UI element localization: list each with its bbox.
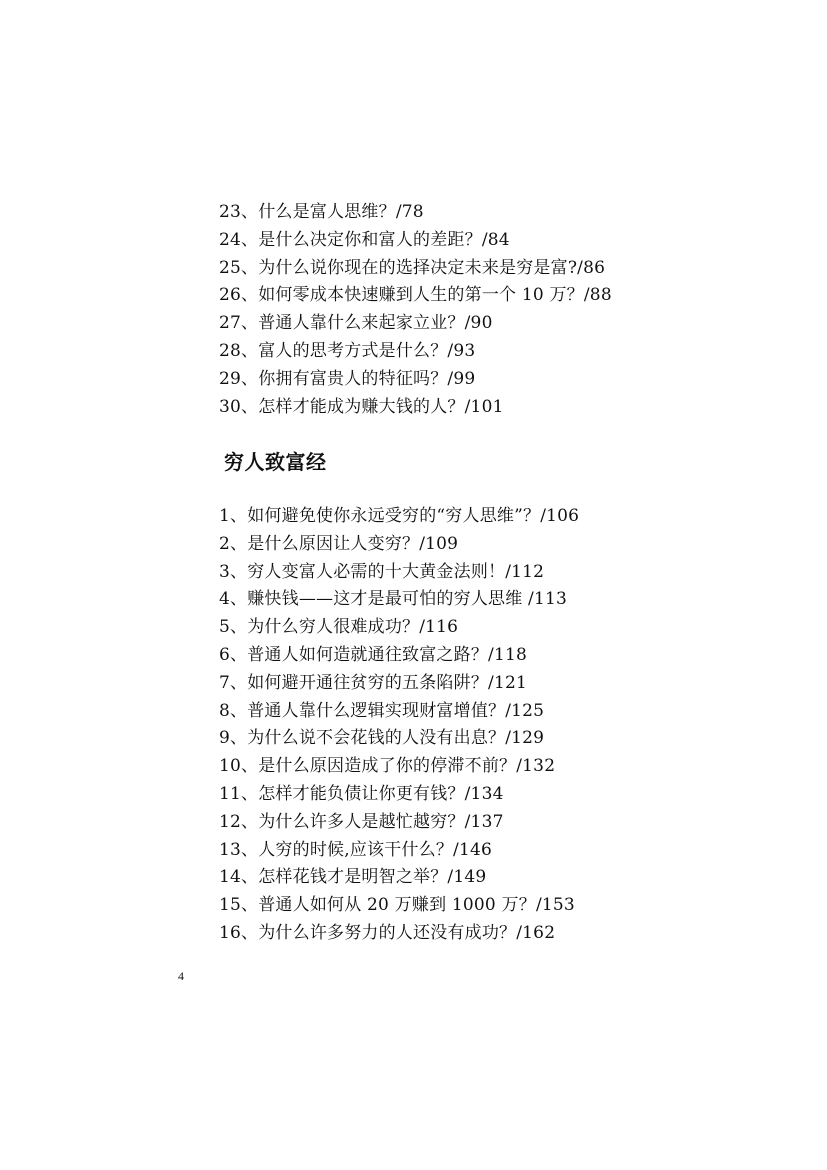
toc-entry-24: 24、是什么决定你和富人的差距？/84 <box>219 229 510 250</box>
toc-entry-6: 6、普通人如何造就通往致富之路？/118 <box>219 644 527 665</box>
toc-entry-30: 30、怎样才能成为赚大钱的人？/101 <box>219 396 504 417</box>
toc-entry-2: 2、是什么原因让人变穷？/109 <box>219 533 459 554</box>
toc-entry-3: 3、穷人变富人必需的十大黄金法则！/112 <box>219 561 545 582</box>
toc-entry-13: 13、人穷的时候,应该干什么？/146 <box>219 839 493 860</box>
toc-entry-10: 10、是什么原因造成了你的停滞不前？/132 <box>219 756 556 777</box>
section-heading: 穷人致富经 <box>224 450 327 474</box>
toc-entry-29: 29、你拥有富贵人的特征吗？/99 <box>219 368 476 389</box>
toc-entry-11: 11、怎样才能负债让你更有钱？/134 <box>219 783 504 804</box>
toc-entry-27: 27、普通人靠什么来起家立业？/90 <box>219 313 493 334</box>
toc-entry-23: 23、什么是富人思维？/78 <box>219 202 424 222</box>
toc-entry-1: 1、如何避免使你永远受穷的“穷人思维”？/106 <box>219 506 580 526</box>
toc-list-section <box>219 503 579 948</box>
toc-entry-14: 14、怎样花钱才是明智之举？/149 <box>219 867 487 888</box>
toc-entry-5: 5、为什么穷人很难成功？/116 <box>219 617 459 638</box>
toc-entry-4: 4、赚快钱——这才是最可怕的穷人思维 /113 <box>219 589 567 610</box>
toc-entry-7: 7、如何避开通往贫穷的五条陷阱？/121 <box>219 672 527 693</box>
toc-entry-28: 28、富人的思考方式是什么？/93 <box>219 340 476 361</box>
toc-entry-15: 15、普通人如何从 20 万赚到 1000 万？/153 <box>219 895 575 916</box>
page-number: 4 <box>178 969 184 983</box>
toc-entry-26: 26、如何零成本快速赚到人生的第一个 10 万？/88 <box>219 285 612 306</box>
toc-entry-25: 25、为什么说你现在的选择决定未来是穷是富?/86 <box>219 257 606 278</box>
toc-entry-9: 9、为什么说不会花钱的人没有出息？/129 <box>219 728 545 749</box>
toc-list-continued <box>219 199 612 421</box>
toc-entry-12: 12、为什么许多人是越忙越穷？/137 <box>219 811 504 832</box>
toc-entry-8: 8、普通人靠什么逻辑实现财富增值？/125 <box>219 700 545 721</box>
toc-entry-16: 16、为什么许多努力的人还没有成功？/162 <box>219 922 556 943</box>
